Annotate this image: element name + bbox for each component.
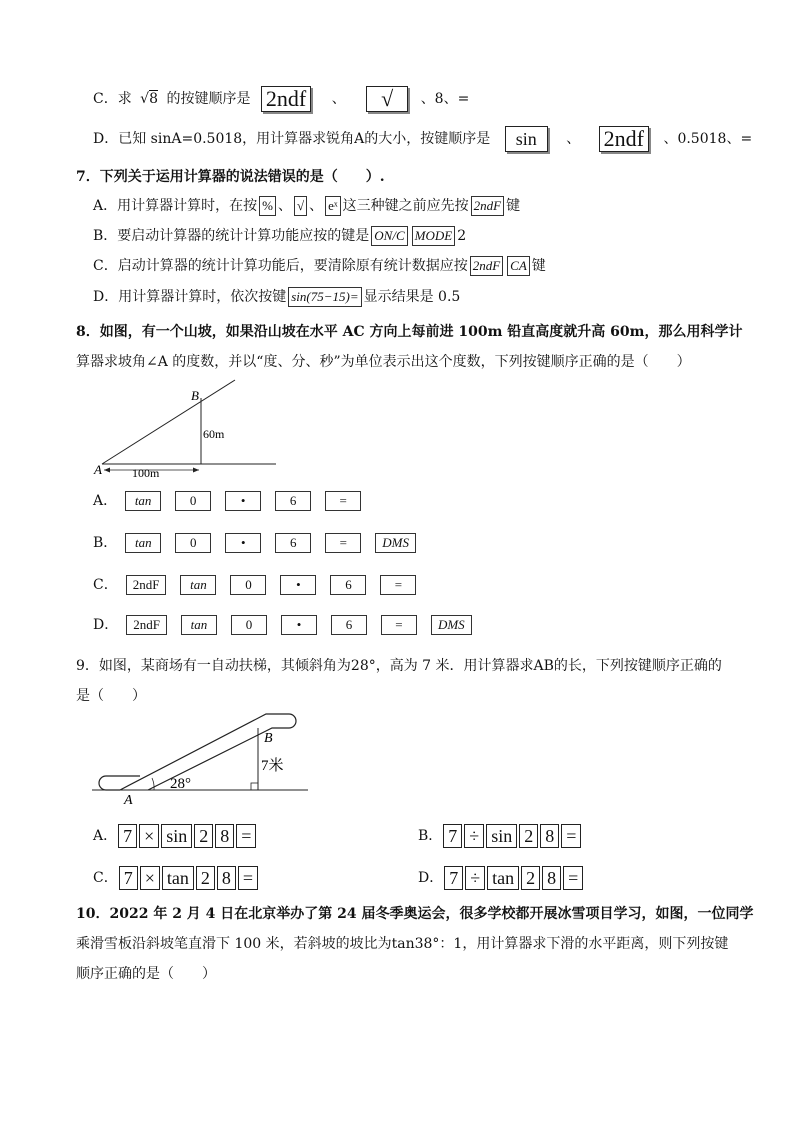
calc-key: tan — [125, 491, 161, 511]
option-label: D． — [418, 870, 444, 886]
calc-key: = — [380, 575, 416, 595]
calc-key: 7 — [444, 866, 463, 890]
key-on-c: ON/C — [371, 226, 407, 246]
calc-key: 6 — [275, 491, 311, 511]
label-width: 100m — [132, 466, 160, 480]
q6-option-c — [93, 86, 469, 112]
q8-option-b — [93, 533, 428, 553]
calc-key: tan — [181, 615, 217, 635]
q6-d-text: D．已知 sinA=0.5018，用计算器求锐角A的大小，按键顺序是 — [93, 131, 491, 147]
q7-option-b — [93, 226, 466, 246]
calc-key: tan — [162, 866, 194, 890]
q8-option-c — [93, 575, 428, 595]
separator: 、 — [566, 131, 581, 147]
q9-stem-line2: 是（ ） — [76, 688, 146, 704]
separator: 、 — [331, 91, 346, 107]
q8-stem-line1 — [76, 322, 742, 342]
q7-a-text-2: 这三种键之前应先按 — [342, 198, 469, 214]
key-2ndf: 2ndf — [261, 86, 311, 112]
calc-key: × — [140, 866, 160, 890]
calc-key: 6 — [331, 615, 367, 635]
q7-a-text: A．用计算器计算时，在按 — [93, 198, 258, 214]
option-label: D． — [93, 617, 119, 633]
calc-key: = — [325, 533, 361, 553]
option-label: B． — [93, 535, 118, 551]
q6-d-text-2: 、0.5018、= — [663, 131, 753, 147]
q10-line1 — [76, 904, 754, 924]
label-b: B — [191, 388, 199, 403]
q10-text-1: 10．2022 年 2 月 4 日在北京举办了第 24 届冬季奥运会，很多学校都开展冰雪项目学习，如图，一位同学 — [76, 906, 754, 922]
calc-key: = — [563, 866, 583, 890]
calc-key: sin — [486, 824, 517, 848]
option-label: C． — [93, 870, 118, 886]
calc-key: 8 — [542, 866, 561, 890]
calc-key: = — [561, 824, 581, 848]
key-percent: % — [259, 196, 276, 216]
calc-key: 2 — [521, 866, 540, 890]
q8-stem-text: 8．如图，有一个山坡，如果沿山坡在水平 AC 方向上每前进 100m 铅直高度就升高 60m，那么用科学计 — [76, 324, 743, 340]
q8-stem-line2: 算器求坡角∠A 的度数，并以“度、分、秒”为单位表示出这个度数，下列按键顺序正确的是（ ） — [76, 354, 691, 370]
q7-stem: 7．下列关于运用计算器的说法错误的是（ ）. — [76, 169, 385, 185]
calc-key: 2ndF — [126, 615, 167, 635]
calc-key: = — [381, 615, 417, 635]
q7-b-text-2: 2 — [457, 228, 467, 244]
calc-key: = — [236, 824, 256, 848]
calc-key: 8 — [215, 824, 234, 848]
key-2ndf: 2ndf — [599, 126, 649, 152]
option-label: B． — [418, 828, 443, 844]
q9-option-d — [418, 866, 584, 890]
calc-key: DMS — [431, 615, 472, 635]
q10-line2: 乘滑雪板沿斜坡笔直滑下 100 米，若斜坡的坡比为tan38°：1，用计算器求下滑的水平距离，则下列按键 — [76, 936, 729, 952]
slope-line — [102, 380, 235, 464]
q8-option-d — [93, 615, 484, 635]
calc-key: • — [281, 615, 317, 635]
q7-option-d — [93, 287, 460, 307]
label-a: A — [94, 462, 102, 477]
label-height: 60m — [203, 427, 225, 441]
q7-c-text-2: 键 — [531, 258, 546, 274]
calc-key: 7 — [118, 824, 137, 848]
sqrt-symbol: √8 — [140, 91, 159, 107]
calc-key: = — [238, 866, 258, 890]
calc-key: tan — [125, 533, 161, 553]
key-2ndf: 2ndF — [470, 256, 503, 276]
escalator-body — [120, 714, 296, 790]
option-label: A． — [93, 493, 118, 509]
calc-key: 6 — [330, 575, 366, 595]
calc-key: ÷ — [465, 866, 485, 890]
calc-key: ÷ — [464, 824, 484, 848]
q9-option-a — [93, 824, 257, 848]
q7-d-text-2: 显示结果是 0.5 — [363, 289, 461, 305]
q9-escalator-figure — [92, 708, 314, 808]
q6-c-text-2: 的按键顺序是 — [166, 91, 251, 107]
key-sqrt: √ — [366, 86, 408, 112]
label-angle: 28° — [170, 776, 191, 792]
q7-option-a: A．用计算器计算时，在按 % 、 √ 、 eˣ 这三种键之前应先按 2ndF 键 — [93, 198, 521, 214]
label-a: A — [124, 793, 133, 808]
q7-c-text: C．启动计算器的统计计算功能后，要清除原有统计数据应按 — [93, 258, 468, 274]
q7-option-c — [93, 256, 546, 276]
calc-key: 2 — [196, 866, 215, 890]
option-label: A． — [93, 828, 118, 844]
calc-key: 0 — [231, 615, 267, 635]
calc-key: 0 — [175, 533, 211, 553]
calc-key: 8 — [217, 866, 236, 890]
calc-key: sin — [161, 824, 192, 848]
q6-c-text-3: 、8、= — [420, 91, 470, 107]
q6-c-text: C．求 — [93, 91, 132, 107]
label-b: B — [264, 731, 273, 746]
label-height: 7米 — [261, 758, 284, 774]
key-sqrt: √ — [294, 196, 307, 216]
key-sin: sin — [505, 126, 548, 152]
calc-key: 7 — [443, 824, 462, 848]
arrow-left-head — [104, 468, 110, 473]
q9-option-c — [93, 866, 259, 890]
q7-d-text: D．用计算器计算时，依次按键 — [93, 289, 287, 305]
calc-key: 2ndF — [126, 575, 167, 595]
key-exp: eˣ — [325, 196, 341, 216]
calc-key: • — [280, 575, 316, 595]
key-mode: MODE — [412, 226, 456, 246]
calc-key: • — [225, 533, 261, 553]
calc-key: 7 — [119, 866, 138, 890]
calc-key: = — [325, 491, 361, 511]
q8-slope-figure — [90, 378, 290, 482]
option-label: C． — [93, 577, 118, 593]
key-sequence: sin(75−15)= — [288, 287, 361, 307]
q9-option-b — [418, 824, 582, 848]
q9-stem-line1: 9．如图，某商场有一自动扶梯，其倾斜角为28°，高为 7 米．用计算器求AB的长，下列按键顺序正确的 — [76, 658, 722, 674]
calc-key: tan — [180, 575, 216, 595]
key-2ndf: 2ndF — [471, 196, 504, 216]
q7-a-text-3: 键 — [506, 198, 521, 214]
q7-b-text: B．要启动计算器的统计计算功能应按的键是 — [93, 228, 370, 244]
right-angle-mark — [251, 783, 258, 790]
calc-key: 0 — [175, 491, 211, 511]
calc-key: tan — [487, 866, 519, 890]
calc-key: 2 — [519, 824, 538, 848]
calc-key: × — [139, 824, 159, 848]
q6-option-d — [93, 126, 752, 152]
calc-key: 8 — [540, 824, 559, 848]
calc-key: 6 — [275, 533, 311, 553]
key-ca: CA — [507, 256, 530, 276]
calc-key: 2 — [194, 824, 213, 848]
calc-key: • — [225, 491, 261, 511]
arrow-right-head — [193, 468, 199, 473]
calc-key: DMS — [375, 533, 416, 553]
q10-line3: 顺序正确的是（ ） — [76, 966, 216, 982]
calc-key: 0 — [230, 575, 266, 595]
q8-option-a — [93, 491, 373, 511]
